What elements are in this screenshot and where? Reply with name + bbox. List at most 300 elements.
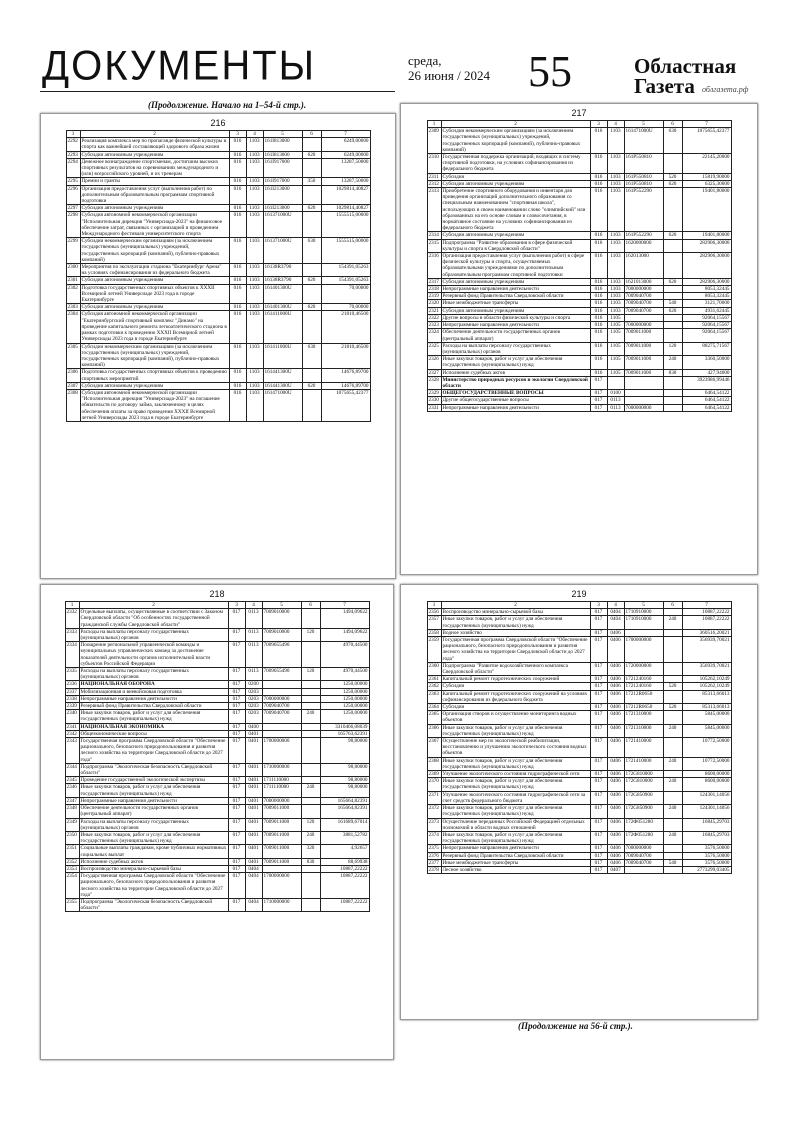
table-cell: 017	[590, 859, 607, 866]
table-cell: 172Ф051280	[624, 831, 663, 844]
table-cell: 98,80000	[320, 738, 369, 764]
table-cell: 120	[301, 818, 320, 831]
table-cell: 540	[663, 300, 682, 307]
table-row	[66, 151, 370, 158]
table-cell: 240	[663, 616, 682, 629]
document-page-219	[400, 584, 758, 1020]
table-cell: 540	[663, 859, 682, 866]
table-cell	[302, 311, 321, 343]
table-cell: 7000000000	[262, 695, 301, 702]
table-cell: 1700000000	[262, 738, 301, 764]
table-row	[427, 369, 731, 376]
table-cell: 154391,05263	[321, 264, 370, 277]
table-cell: Организация створов и осуществление мониторинга водных объектов	[441, 711, 590, 724]
table-cell: Государственная поддержка организаций, входящих в систему спортивной подготовки, на условиях софинансирования из федерального бюджета	[441, 154, 590, 174]
table-row	[65, 858, 369, 865]
table-cell	[624, 314, 663, 321]
table-cell: 7000000000	[624, 322, 663, 329]
table-cell: 016	[590, 286, 607, 293]
table-cell: 1103	[246, 238, 263, 264]
table-cell: 016	[229, 369, 246, 382]
table-cell: 4,92657	[320, 845, 369, 858]
table-cell: 16138R3790	[263, 277, 302, 284]
table-cell: Общеэкономические вопросы	[79, 730, 228, 737]
table-row	[427, 307, 731, 314]
table-row	[427, 253, 731, 279]
table-cell: 0406	[607, 711, 624, 724]
table-cell: 2303	[66, 304, 80, 311]
table-cell: 2295	[66, 178, 80, 185]
column-number: 5	[263, 131, 302, 138]
column-number: 6	[663, 121, 682, 128]
table-cell: 161411000U	[263, 311, 302, 343]
table-cell: 7009055490	[262, 668, 301, 681]
table-cell: Социальные выплаты гражданам, кроме публичных нормативных социальных выплат	[80, 845, 227, 858]
table-cell: 017	[590, 852, 607, 859]
table-cell: 2297	[66, 205, 80, 212]
table-cell: 240	[663, 778, 682, 791]
table-cell: 016	[590, 356, 607, 369]
table-cell: 1721310000	[624, 711, 663, 724]
table-cell: 016	[590, 253, 607, 279]
table-cell: 016	[229, 178, 246, 185]
table-cell: 1105	[607, 342, 624, 355]
table-cell	[663, 609, 682, 616]
table-cell: 161I917000	[263, 158, 302, 178]
table-cell: 2360	[427, 662, 441, 675]
table-cell	[663, 322, 682, 329]
table-cell	[302, 212, 321, 238]
table-cell: 0203	[245, 710, 262, 723]
table-cell: 017	[590, 404, 607, 411]
table-cell: 98,80000	[320, 784, 369, 797]
table-cell: 0113	[607, 404, 624, 411]
table-cell: 017	[590, 637, 607, 663]
table-cell	[624, 866, 663, 873]
table-cell	[262, 865, 301, 872]
table-cell: 0404	[245, 873, 262, 899]
table-cell: 3121,70000	[682, 300, 731, 307]
table-cell: 0406	[607, 852, 624, 859]
table-row	[427, 293, 731, 300]
table-cell: 3881,52782	[320, 831, 369, 844]
table-cell: 161401300U	[263, 284, 302, 304]
table-cell: Иные межбюджетные трансферты	[441, 300, 590, 307]
table-cell	[301, 797, 320, 804]
continuation-note: (Продолжение. Начало на 1–54-й стр.).	[148, 100, 307, 110]
table-cell: 017	[590, 805, 607, 818]
table-cell	[663, 690, 682, 703]
table-cell: 016	[229, 158, 246, 178]
table-cell: 7009011000	[262, 831, 301, 844]
table-row	[65, 703, 369, 710]
table-cell: Другие вопросы в области физической культуры и спорта	[441, 314, 590, 321]
table-cell: 016	[590, 307, 607, 314]
table-cell: 161441300U	[263, 382, 302, 389]
table-cell: Субсидии некоммерческим организациям (за исключением государственных (муниципальных) учреждений, государственных корпораций (компаний), публично-правовых компаний)	[80, 238, 229, 264]
table-cell: 017	[228, 777, 245, 784]
table-cell: 1103	[246, 277, 263, 284]
table-cell: 161371000U	[263, 212, 302, 238]
table-cell: Непрограммные направления деятельности	[441, 286, 590, 293]
table-cell: Проведение государственной экологической экспертизы	[79, 777, 228, 784]
table-cell: 2350	[65, 831, 79, 844]
table-cell: 2318	[427, 286, 441, 293]
column-number: 3	[590, 121, 607, 128]
table-cell	[302, 138, 321, 151]
table-row	[427, 724, 731, 737]
table-cell	[301, 723, 320, 730]
issue-weekday: среда,	[408, 53, 442, 68]
table-cell: 240	[663, 724, 682, 737]
table-cell: 2316	[427, 253, 441, 279]
table-cell: 1103	[607, 307, 624, 314]
table-cell: 161I213000	[263, 205, 302, 212]
table-cell: Государственная программа Свердловской области "Обеспечение рационального, безопасного природопользования и развития лесного хозяйства на территории Свердловской области до 2027 года"	[79, 738, 228, 764]
document-page-218	[40, 584, 394, 1060]
document-page-216	[40, 113, 396, 579]
table-cell: Капитальный ремонт гидротехнических сооружений	[441, 676, 590, 683]
table-cell: 10887,22222	[320, 865, 369, 872]
table-cell: 1103	[607, 180, 624, 187]
table-cell: 620	[302, 205, 321, 212]
column-number: 5	[624, 602, 663, 609]
table-cell: 1103	[607, 188, 624, 232]
table-cell: 0406	[607, 805, 624, 818]
table-cell: 85313,66013	[682, 690, 731, 703]
table-row	[65, 818, 369, 831]
table-cell: 6249,00000	[321, 151, 370, 158]
table-cell: Реализация комплекса мер по пропаганде физической культуры и спорта как важнейшей составляющей здорового образа жизни	[80, 138, 229, 151]
table-cell: 0113	[245, 628, 262, 641]
table-cell: 1103	[607, 173, 624, 180]
table-cell: 2334	[65, 642, 79, 668]
table-cell	[262, 681, 301, 688]
table-cell: 3576,50000	[682, 859, 731, 866]
table-row	[65, 805, 369, 818]
table-row	[65, 628, 369, 641]
table-cell: 7009011000	[624, 356, 663, 369]
table-cell: 017	[590, 390, 607, 397]
table-cell: Мероприятия по эксплуатации стадиона "Екатеринбург Арена" на условиях софинансирования из федерального бюджета	[80, 264, 229, 277]
table-row	[427, 629, 731, 636]
table-cell: 2355	[65, 898, 79, 911]
table-header-row	[427, 602, 731, 609]
table-cell: 1075655,42377	[321, 389, 370, 421]
table-cell	[302, 158, 321, 178]
table-cell: Отдельные выплаты, осуществляемые в соответствии с Законом Свердловской области "Об особенностях государственной гражданской службы Свердловской области"	[79, 609, 228, 629]
table-cell: 2356	[427, 609, 441, 616]
table-cell: 0406	[607, 629, 624, 636]
table-cell: 1721410000	[624, 757, 663, 770]
table-cell: Осуществление переданных Российской Федерацией отдельных полномочий в области водных отношений	[441, 818, 590, 831]
table-cell: Денежное вознаграждение спортсменам, достигшим высоких спортивных результатов на соревнованиях международного и (или) всероссийского уровней, и их тренерам	[80, 158, 229, 178]
table-row	[427, 866, 731, 873]
table-row	[427, 154, 731, 174]
table-cell: 0406	[607, 662, 624, 675]
table-cell	[663, 791, 682, 804]
table-cell: 017	[228, 898, 245, 911]
table-cell: 2371	[427, 791, 441, 804]
table-cell: 017	[228, 797, 245, 804]
table-cell: 2302	[66, 284, 80, 304]
table-cell: 017	[228, 609, 245, 629]
table-cell: 161471000U	[263, 389, 302, 421]
table-cell: Расходы на выплаты персоналу государственных (муниципальных) органов	[79, 818, 228, 831]
table-cell: 2328	[427, 376, 441, 389]
table-cell: 105262,10249	[682, 676, 731, 683]
column-number: 7	[682, 121, 731, 128]
table-cell: 1494,09622	[320, 609, 369, 629]
table-cell: Государственная программа Свердловской области "Обеспечение рационального, безопасного природопользования и развития лесного хозяйства на территории Свердловской области до 2027 года"	[441, 637, 590, 663]
table-cell: 172G850900	[624, 791, 663, 804]
table-cell: 016	[229, 277, 246, 284]
table-cell: 92064,15567	[682, 314, 731, 321]
table-cell: Субсидия автономной некоммерческой организации "Исполнительная дирекция "Универсиада-2023" на финансовое обеспечение затрат, связанных с организацией и проведением Международного фестиваля университетского спорта	[80, 212, 229, 238]
table-cell: 7009040700	[262, 703, 301, 710]
table-cell: 165763,62391	[320, 730, 369, 737]
table-cell: 2311	[427, 173, 441, 180]
table-cell: 7009040700	[624, 300, 663, 307]
table-cell: 8600,00000	[682, 771, 731, 778]
table-cell: 0203	[245, 703, 262, 710]
table-cell: 016	[229, 382, 246, 389]
table-row	[66, 212, 370, 238]
table-cell: 2299	[66, 238, 80, 264]
table-cell: 14676,89700	[321, 369, 370, 382]
table-cell: 2337	[65, 688, 79, 695]
table-cell: Обеспечение деятельности государственных органов (центральный аппарат)	[79, 805, 228, 818]
table-cell: 520	[663, 683, 682, 690]
table-cell: 016	[590, 329, 607, 342]
table-cell: 2326	[427, 356, 441, 369]
table-cell	[663, 629, 682, 636]
table-cell: 7009040700	[624, 293, 663, 300]
table-cell	[262, 688, 301, 695]
table-cell: 2305	[66, 343, 80, 369]
table-row	[427, 300, 731, 307]
table-cell: 5845,00000	[682, 724, 731, 737]
table-cell: 1720000000	[624, 662, 663, 675]
table-cell: Иные закупки товаров, работ и услуг для обеспечения государственных (муниципальных) нужд	[441, 805, 590, 818]
table-cell: 6325,30000	[682, 180, 731, 187]
table-cell: Иные закупки товаров, работ и услуг для обеспечения государственных (муниципальных) нужд	[441, 724, 590, 737]
table-cell: 1710910000	[624, 616, 663, 629]
logo-line-1: Областная	[634, 54, 737, 78]
table-cell: 161411000U	[263, 343, 302, 369]
table-cell: 350	[302, 178, 321, 185]
table-cell: 2377	[427, 859, 441, 866]
table-cell: 1103	[607, 128, 624, 154]
document-page-number: 216	[210, 118, 226, 128]
table-cell: 70,00000	[321, 284, 370, 304]
table-cell: 2340	[65, 710, 79, 723]
table-cell: 2296	[66, 185, 80, 205]
table-row	[66, 343, 370, 369]
table-cell: 2312	[427, 180, 441, 187]
table-cell: 240	[301, 784, 320, 797]
table-cell: Осуществление мер по экологической реабилитации, восстановлению и улучшению экологического состояния водных объектов	[441, 738, 590, 758]
column-number: 4	[607, 602, 624, 609]
table-cell: 161441300U	[263, 369, 302, 382]
table-cell: 2322	[427, 314, 441, 321]
table-row	[427, 704, 731, 711]
table-cell: Расходы на выплаты персоналу государственных (муниципальных) органов	[79, 668, 228, 681]
table-cell: 10772,50000	[682, 757, 731, 770]
table-cell: 017	[228, 730, 245, 737]
table-cell: 161I813000	[263, 151, 302, 158]
table-cell: 7009010000	[262, 609, 301, 629]
table-row	[65, 738, 369, 764]
table-cell	[301, 681, 320, 688]
table-cell: 3576,50000	[682, 845, 731, 852]
table-cell: 3923986,99446	[682, 376, 731, 389]
table-cell: 0401	[245, 858, 262, 865]
table-cell: 0406	[607, 845, 624, 852]
continuation-footer: (Продолжение на 56-й стр.).	[518, 1021, 633, 1031]
table-cell: 3360,50000	[682, 356, 731, 369]
table-cell: 017	[228, 858, 245, 865]
table-cell: 161P550810	[624, 154, 663, 174]
table-row	[66, 264, 370, 277]
table-cell: 2331	[427, 404, 441, 411]
table-cell	[663, 852, 682, 859]
table-row	[65, 609, 369, 629]
table-cell: 017	[228, 831, 245, 844]
table-row	[427, 239, 731, 252]
table-cell: 2352	[65, 858, 79, 865]
table-cell: 2370	[427, 778, 441, 791]
table-cell: 620	[302, 151, 321, 158]
table-cell: 017	[590, 845, 607, 852]
table-cell: 2309	[427, 128, 441, 154]
budget-table	[427, 120, 732, 412]
table-cell: 2298	[66, 212, 80, 238]
table-cell: 017	[590, 376, 607, 389]
table-row	[427, 322, 731, 329]
column-number: 5	[624, 121, 663, 128]
table-cell: 2339	[65, 703, 79, 710]
column-number: 5	[262, 602, 301, 609]
table-cell: 13287,50000	[321, 158, 370, 178]
table-cell: 1103	[607, 154, 624, 174]
table-cell: 1103	[246, 311, 263, 343]
table-cell: Подпрограмма "Экологическая безопасность Свердловской области"	[79, 898, 228, 911]
table-row	[427, 376, 731, 389]
table-cell: Субсидии автономным учреждениям	[441, 278, 590, 285]
table-cell: 1029814,40827	[321, 185, 370, 205]
table-cell: 240	[301, 831, 320, 844]
table-cell: 2376	[427, 852, 441, 859]
table-cell: 620	[663, 232, 682, 239]
table-cell: Субсидии автономным учреждениям	[80, 304, 229, 311]
document-page-number: 217	[571, 108, 587, 118]
column-number: 4	[246, 131, 263, 138]
table-cell: 016	[229, 304, 246, 311]
table-cell: 1555515,00000	[321, 212, 370, 238]
column-number: 7	[320, 602, 369, 609]
table-cell: 8600,00000	[682, 778, 731, 791]
table-cell: 21810,46500	[321, 343, 370, 369]
table-cell: Другие общегосударственные вопросы	[441, 397, 590, 404]
table-cell: 13287,50000	[321, 178, 370, 185]
table-row	[66, 369, 370, 382]
column-number: 1	[65, 602, 79, 609]
table-cell: 016	[229, 311, 246, 343]
table-cell: Обеспечение деятельности государственных органов (центральный аппарат)	[441, 329, 590, 342]
table-cell	[663, 376, 682, 389]
table-cell: 620	[663, 278, 682, 285]
table-cell: 7009011000	[262, 858, 301, 865]
table-cell: 017	[590, 818, 607, 831]
table-cell: 240	[663, 831, 682, 844]
table-cell: 0404	[245, 865, 262, 872]
table-cell: 2367	[427, 738, 441, 758]
table-row	[65, 777, 369, 784]
table-cell	[301, 777, 320, 784]
table-cell: 7009040700	[624, 307, 663, 314]
table-cell	[302, 264, 321, 277]
table-cell: 016	[229, 212, 246, 238]
table-cell: 6464,54122	[682, 390, 731, 397]
table-cell: 2321	[427, 307, 441, 314]
table-cell: 161P552290	[624, 232, 663, 239]
table-cell: 120	[301, 628, 320, 641]
table-cell: 7000000000	[624, 286, 663, 293]
table-row	[427, 676, 731, 683]
table-cell: Непрограммные направления деятельности	[441, 404, 590, 411]
table-cell: 356939,70021	[682, 637, 731, 663]
table-cell: 2369	[427, 771, 441, 778]
table-cell: Субсидии автономным учреждениям	[80, 382, 229, 389]
table-cell: 2368	[427, 757, 441, 770]
table-row	[65, 730, 369, 737]
table-cell	[624, 629, 663, 636]
table-cell: 2375	[427, 845, 441, 852]
table-cell: 2359	[427, 637, 441, 663]
table-cell: 161401300U	[263, 304, 302, 311]
table-cell: 0406	[607, 791, 624, 804]
table-cell: 017	[228, 818, 245, 831]
table-cell: 2293	[66, 151, 80, 158]
table-cell	[663, 397, 682, 404]
table-cell: 0401	[245, 777, 262, 784]
table-cell: 240	[301, 710, 320, 723]
table-cell: 017	[590, 629, 607, 636]
table-cell: 2342	[65, 730, 79, 737]
table-cell: 1103	[246, 138, 263, 151]
table-cell: 2338	[65, 695, 79, 702]
table-cell: 017	[590, 616, 607, 629]
table-cell: 0407	[607, 866, 624, 873]
table-row	[427, 859, 731, 866]
table-row	[427, 805, 731, 818]
table-cell: Воспроизводство минерально-сырьевой базы	[79, 865, 228, 872]
issue-date-value: 26 июня / 2024	[408, 68, 490, 83]
table-header-row	[66, 131, 370, 138]
table-cell	[302, 284, 321, 304]
table-cell: 4931,62445	[682, 307, 731, 314]
table-cell: Непрограммные направления деятельности	[79, 695, 228, 702]
table-cell	[624, 397, 663, 404]
table-cell	[663, 286, 682, 293]
table-cell: 1721310000	[624, 724, 663, 737]
table-cell: 0406	[607, 859, 624, 866]
table-cell: 2308	[66, 389, 80, 421]
table-cell: 016	[229, 205, 246, 212]
table-cell: 0203	[245, 695, 262, 702]
table-cell: 1103	[246, 389, 263, 421]
